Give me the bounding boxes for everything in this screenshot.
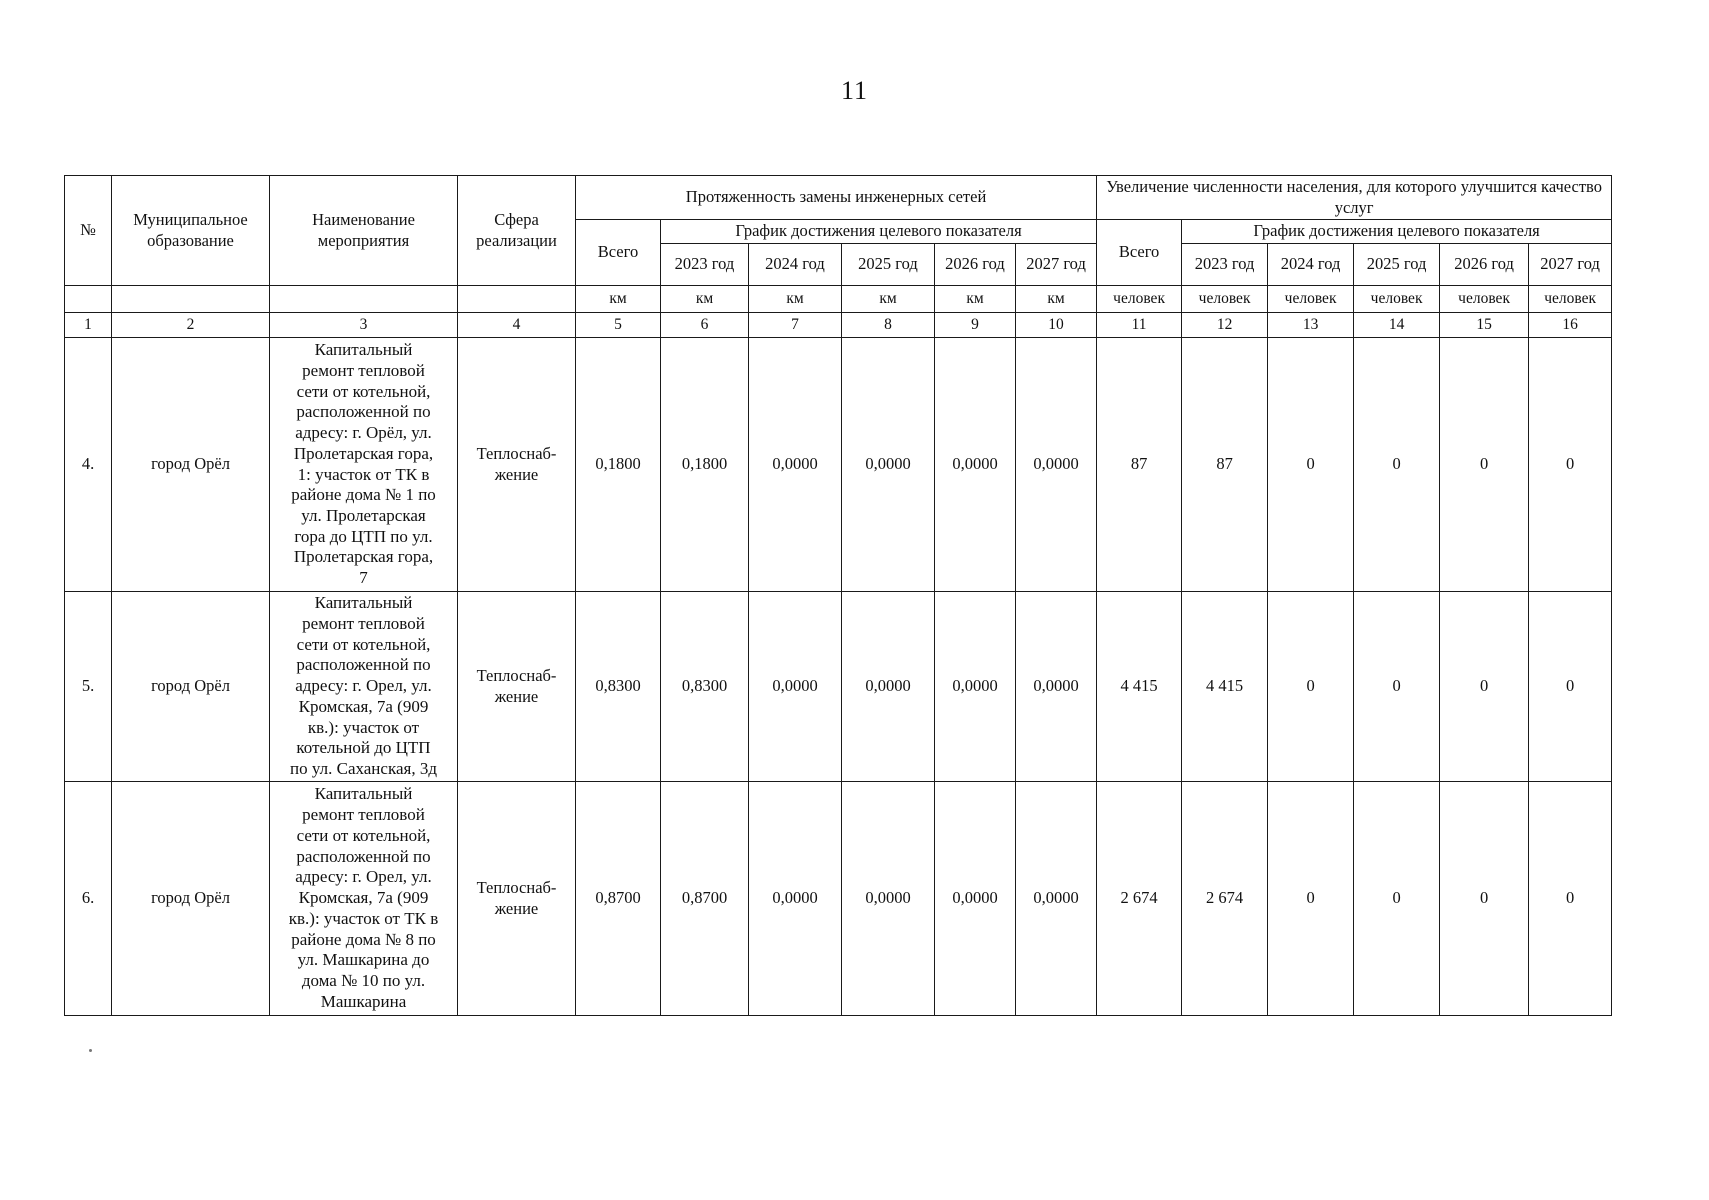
sphere-cell: [458, 338, 576, 592]
sphere-cell: [458, 782, 576, 1016]
event-name-line: ул. Машкарина до: [297, 950, 430, 970]
column-number: 13: [1268, 313, 1354, 338]
event-name-line: кв.): участок от ТК в: [288, 908, 439, 928]
unit-km: км: [1016, 286, 1097, 313]
value-cell: 0,0000: [935, 338, 1016, 592]
event-name-line: Капитальный: [314, 593, 413, 613]
value-cell: 0: [1268, 782, 1354, 1016]
event-name-line: ул. Пролетарская: [301, 505, 426, 525]
column-number: 15: [1440, 313, 1529, 338]
value-cell: 0,0000: [749, 592, 842, 782]
header-2026-people: 2026 год: [1440, 244, 1529, 286]
value-cell: 0: [1354, 782, 1440, 1016]
value-cell: 0: [1440, 592, 1529, 782]
sphere-line: жение: [494, 898, 539, 918]
value-cell: 0,0000: [842, 782, 935, 1016]
value-cell: 0,0000: [1016, 592, 1097, 782]
event-name-line: расположенной по: [296, 846, 431, 866]
value-cell: 0,0000: [1016, 782, 1097, 1016]
value-cell: 0,0000: [935, 782, 1016, 1016]
event-name-line: 1: участок от ТК в: [297, 464, 430, 484]
event-name-line: районе дома № 1 по: [291, 485, 436, 505]
column-number: 14: [1354, 313, 1440, 338]
municipality-cell: город Орёл: [112, 338, 270, 592]
header-schedule-km: График достижения целевого показателя: [661, 220, 1097, 244]
header-2023-km: 2023 год: [661, 244, 749, 286]
event-name-line: ремонт тепловой: [302, 805, 425, 825]
unit-km: км: [842, 286, 935, 313]
sphere-line: Теплоснаб-: [476, 666, 557, 686]
event-name-line: ремонт тепловой: [302, 613, 425, 633]
event-name-line: сети от котельной,: [296, 381, 431, 401]
header-2023-people: 2023 год: [1182, 244, 1268, 286]
header-2027-people: 2027 год: [1529, 244, 1612, 286]
table-row: [65, 338, 1612, 592]
event-name-cell: [270, 338, 458, 592]
sphere-cell: [458, 592, 576, 782]
value-cell: 0,0000: [749, 338, 842, 592]
header-group-population: Увеличение численности населения, для которого улучшится качество услуг: [1097, 176, 1612, 220]
header-group-length: Протяженность замены инженерных сетей: [576, 176, 1097, 220]
column-number: 12: [1182, 313, 1268, 338]
unit-people: человек: [1268, 286, 1354, 313]
column-number: 8: [842, 313, 935, 338]
event-name-line: расположенной по: [296, 655, 431, 675]
column-number: 1: [65, 313, 112, 338]
header-sphere: Сфера реализации: [458, 176, 576, 286]
column-number: 9: [935, 313, 1016, 338]
value-cell: 0,1800: [576, 338, 661, 592]
header-num: №: [65, 176, 112, 286]
event-name-line: кв.): участок от: [307, 717, 420, 737]
event-name-line: Капитальный: [314, 784, 413, 804]
value-cell: 2 674: [1097, 782, 1182, 1016]
value-cell: 4 415: [1182, 592, 1268, 782]
column-number: 16: [1529, 313, 1612, 338]
event-name-line: ремонт тепловой: [302, 360, 425, 380]
value-cell: 0: [1268, 592, 1354, 782]
row-number: 6.: [65, 782, 112, 1016]
value-cell: 0: [1354, 592, 1440, 782]
column-number: 3: [270, 313, 458, 338]
event-name-line: по ул. Саханская, 3д: [290, 759, 437, 779]
event-name-cell: [270, 592, 458, 782]
value-cell: 0: [1440, 782, 1529, 1016]
value-cell: 0,1800: [661, 338, 749, 592]
value-cell: 0: [1529, 338, 1612, 592]
unit-km: км: [749, 286, 842, 313]
unit-people: человек: [1182, 286, 1268, 313]
column-number: 2: [112, 313, 270, 338]
sphere-line: жение: [494, 464, 539, 484]
value-cell: 0: [1529, 782, 1612, 1016]
event-name-line: сети от котельной,: [296, 634, 431, 654]
column-number: 6: [661, 313, 749, 338]
municipality-cell: город Орёл: [112, 782, 270, 1016]
event-name-line: котельной до ЦТП: [296, 738, 431, 758]
value-cell: 0: [1354, 338, 1440, 592]
event-name-line: сети от котельной,: [296, 825, 431, 845]
sphere-line: Теплоснаб-: [476, 878, 557, 898]
header-2027-km: 2027 год: [1016, 244, 1097, 286]
header-2024-km: 2024 год: [749, 244, 842, 286]
value-cell: 0,0000: [842, 592, 935, 782]
value-cell: 0,8300: [576, 592, 661, 782]
row-number: 4.: [65, 338, 112, 592]
header-2026-km: 2026 год: [935, 244, 1016, 286]
header-2025-people: 2025 год: [1354, 244, 1440, 286]
value-cell: 0: [1268, 338, 1354, 592]
value-cell: 0,0000: [935, 592, 1016, 782]
value-cell: 2 674: [1182, 782, 1268, 1016]
event-name-line: гора до ЦТП по ул.: [294, 526, 433, 546]
page-number: 11: [840, 76, 869, 105]
column-number: 11: [1097, 313, 1182, 338]
municipality-cell: город Орёл: [112, 592, 270, 782]
value-cell: 0,8700: [661, 782, 749, 1016]
event-name-line: расположенной по: [296, 402, 431, 422]
event-name-line: Капитальный: [314, 340, 413, 360]
header-2024-people: 2024 год: [1268, 244, 1354, 286]
value-cell: 87: [1097, 338, 1182, 592]
unit-km: км: [935, 286, 1016, 313]
column-number: 7: [749, 313, 842, 338]
header-event-name: Наименование мероприятия: [270, 176, 458, 286]
header-total-km: Всего: [576, 220, 661, 286]
data-table: [64, 175, 1612, 1016]
header-2025-km: 2025 год: [842, 244, 935, 286]
table-row: [65, 782, 1612, 1016]
header-total-people: Всего: [1097, 220, 1182, 286]
unit-people: человек: [1354, 286, 1440, 313]
unit-km: км: [661, 286, 749, 313]
event-name-line: дома № 10 по ул.: [301, 971, 426, 991]
value-cell: 0,0000: [842, 338, 935, 592]
event-name-cell: [270, 782, 458, 1016]
value-cell: 0,8300: [661, 592, 749, 782]
table-row: [65, 592, 1612, 782]
unit-people: человек: [1440, 286, 1529, 313]
column-number: 5: [576, 313, 661, 338]
row-number: 5.: [65, 592, 112, 782]
value-cell: 0,0000: [1016, 338, 1097, 592]
sphere-line: жение: [494, 686, 539, 706]
header-schedule-people: График достижения целевого показателя: [1182, 220, 1612, 244]
value-cell: 0,0000: [749, 782, 842, 1016]
column-number: 4: [458, 313, 576, 338]
column-number: 10: [1016, 313, 1097, 338]
event-name-line: 7: [359, 568, 368, 588]
value-cell: 0: [1440, 338, 1529, 592]
unit-people: человек: [1529, 286, 1612, 313]
sphere-line: Теплоснаб-: [476, 444, 557, 464]
event-name-line: Машкарина: [320, 991, 407, 1011]
event-name-line: адресу: г. Орёл, ул.: [295, 423, 432, 443]
event-name-line: Кромская, 7а (909: [298, 888, 429, 908]
event-name-line: Пролетарская гора,: [293, 443, 434, 463]
unit-km: км: [576, 286, 661, 313]
unit-people: человек: [1097, 286, 1182, 313]
value-cell: 0,8700: [576, 782, 661, 1016]
value-cell: 87: [1182, 338, 1268, 592]
value-cell: 4 415: [1097, 592, 1182, 782]
event-name-line: Кромская, 7а (909: [298, 696, 429, 716]
scan-speck: [89, 1049, 92, 1052]
value-cell: 0: [1529, 592, 1612, 782]
header-municipality: Муниципальное образование: [112, 176, 270, 286]
event-name-line: районе дома № 8 по: [291, 929, 436, 949]
event-name-line: адресу: г. Орел, ул.: [295, 676, 432, 696]
event-name-line: адресу: г. Орел, ул.: [295, 867, 432, 887]
event-name-line: Пролетарская гора,: [293, 547, 434, 567]
